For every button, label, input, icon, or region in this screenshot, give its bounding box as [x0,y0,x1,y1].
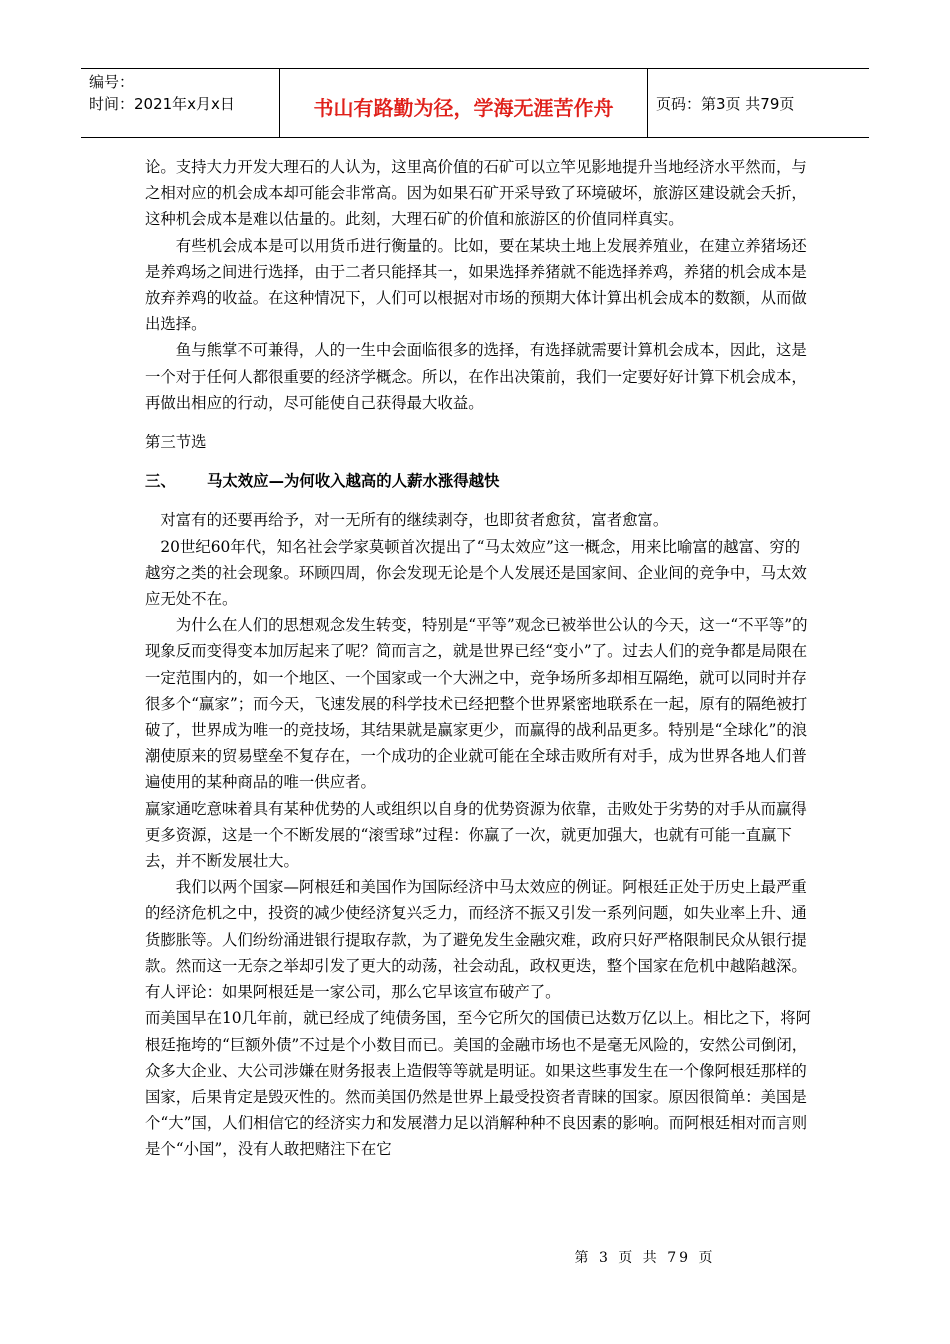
document-date-label: 时间：2021年x月x日 [89,95,235,113]
header-motto: 书山有路勤为径，学海无涯苦作舟 [280,69,648,137]
paragraph: 鱼与熊掌不可兼得，人的一生中会面临很多的选择，有选择就需要计算机会成本，因此，这是一个对于任何人都很重要的经济学概念。所以，在作出决策前，我们一定要好好计算下机会成本，再做出相应的行动，尽可能使自己获得最大收益。 [145,341,807,412]
paragraph: 20世纪60年代，知名社会学家莫顿首次提出了“马太效应”这一概念，用来比喻富的越富、穷的越穷之类的社会现象。环顾四周，你会发现无论是个人发展还是国家间、企业间的竞争中，马太效应无处不在。 [145,537,807,609]
section-heading [145,468,815,494]
page-footer: 第 3 页 共 79 页 [574,1250,716,1266]
paragraph: 我们以两个国家—阿根廷和美国作为国际经济中马太效应的例证。阿根廷正处于历史上最严重的经济危机之中，投资的减少使经济复兴乏力，而经济不振又引发一系列问题，如失业率上升、通货膨胀等。人们纷纷涌进银行提取存款，为了避免发生金融灾难，政府只好严格限制民众从银行提款。然而这一无奈之举却引发了更大的动荡，社会动乱，政权更迭，整个国家在危机中越陷越深。有人评论：如果阿根廷是一家公司，那么它早该宣布破产了。 [145,878,807,1002]
paragraph: 而美国早在10几年前，就已经成了纯债务国，至今它所欠的国债已达数万亿以上。相比之下，将阿根廷拖垮的“巨额外债”不过是个小数目而已。美国的金融市场也不是毫无风险的，安然公司倒闭，众多大企业、大公司涉嫌在财务报表上造假等等就是明证。如果这些事发生在一个像阿根廷那样的国家，后果肯定是毁灭性的。然而美国仍然是世界上最受投资者青睐的国家。原因很简单：美国是个“大”国，人们相信它的经济实力和发展潜力足以消解种种不良因素的影响。而阿根廷相对而言则是个“小国”，没有人敢把赌注下在它 [145,1009,811,1159]
header-page-info: 页码：第3页 共79页 [656,94,795,113]
document-number-label: 编号： [89,73,135,91]
paragraph: 论。支持大力开发大理石的人认为，这里高价值的石矿可以立竿见影地提升当地经济水平然而，与之相对应的机会成本却可能会非常高。因为如果石矿开采导致了环境破坏，旅游区建设就会夭折，这种机会成本是难以估量的。此刻，大理石矿的价值和旅游区的价值同样真实。 [145,158,807,229]
section-number: 三、 [145,472,176,491]
page-header [81,68,869,138]
document-body [145,154,815,1163]
paragraph: 赢家通吃意味着具有某种优势的人或组织以自身的优势资源为依靠，击败处于劣势的对手从而赢得更多资源，这是一个不断发展的“滚雪球”过程：你赢了一次，就更加强大，也就有可能一直赢下去，并不断发展壮大。 [145,799,807,871]
paragraph: 为什么在人们的思想观念发生转变，特别是“平等”观念已被举世公认的今天，这一“不平等”的现象反而变得变本加厉起来了呢？简而言之，就是世界已经“变小”了。过去人们的竞争都是局限在一定范围内的，如一个地区、一个国家或一个大洲之中，竞争场所多却相互隔绝，就可以同时并存很多个“赢家”；而今天，飞速发展的科学技术已经把整个世界紧密地联系在一起，原有的隔绝被打破了，世界成为唯一的竞技场，其结果就是赢家更少，而赢得的战利品更多。特别是“全球化”的浪潮使原来的贸易壁垒不复存在，一个成功的企业就可能在全球击败所有对手，成为世界各地人们普遍使用的某种商品的唯一供应者。 [145,616,808,792]
header-meta [81,69,280,137]
paragraph: 对富有的还要再给予，对一无所有的继续剥夺，也即贫者愈贫，富者愈富。 [160,511,669,530]
section-title: 马太效应—为何收入越高的人薪水涨得越快 [207,472,500,491]
section-label: 第三节选 [145,433,207,452]
paragraph: 有些机会成本是可以用货币进行衡量的。比如，要在某块土地上发展养殖业，在建立养猪场还是养鸡场之间进行选择，由于二者只能择其一，如果选择养猪就不能选择养鸡，养猪的机会成本是放弃养鸡的收益。在这种情况下，人们可以根据对市场的预期大体计算出机会成本的数额，从而做出选择。 [145,236,807,334]
